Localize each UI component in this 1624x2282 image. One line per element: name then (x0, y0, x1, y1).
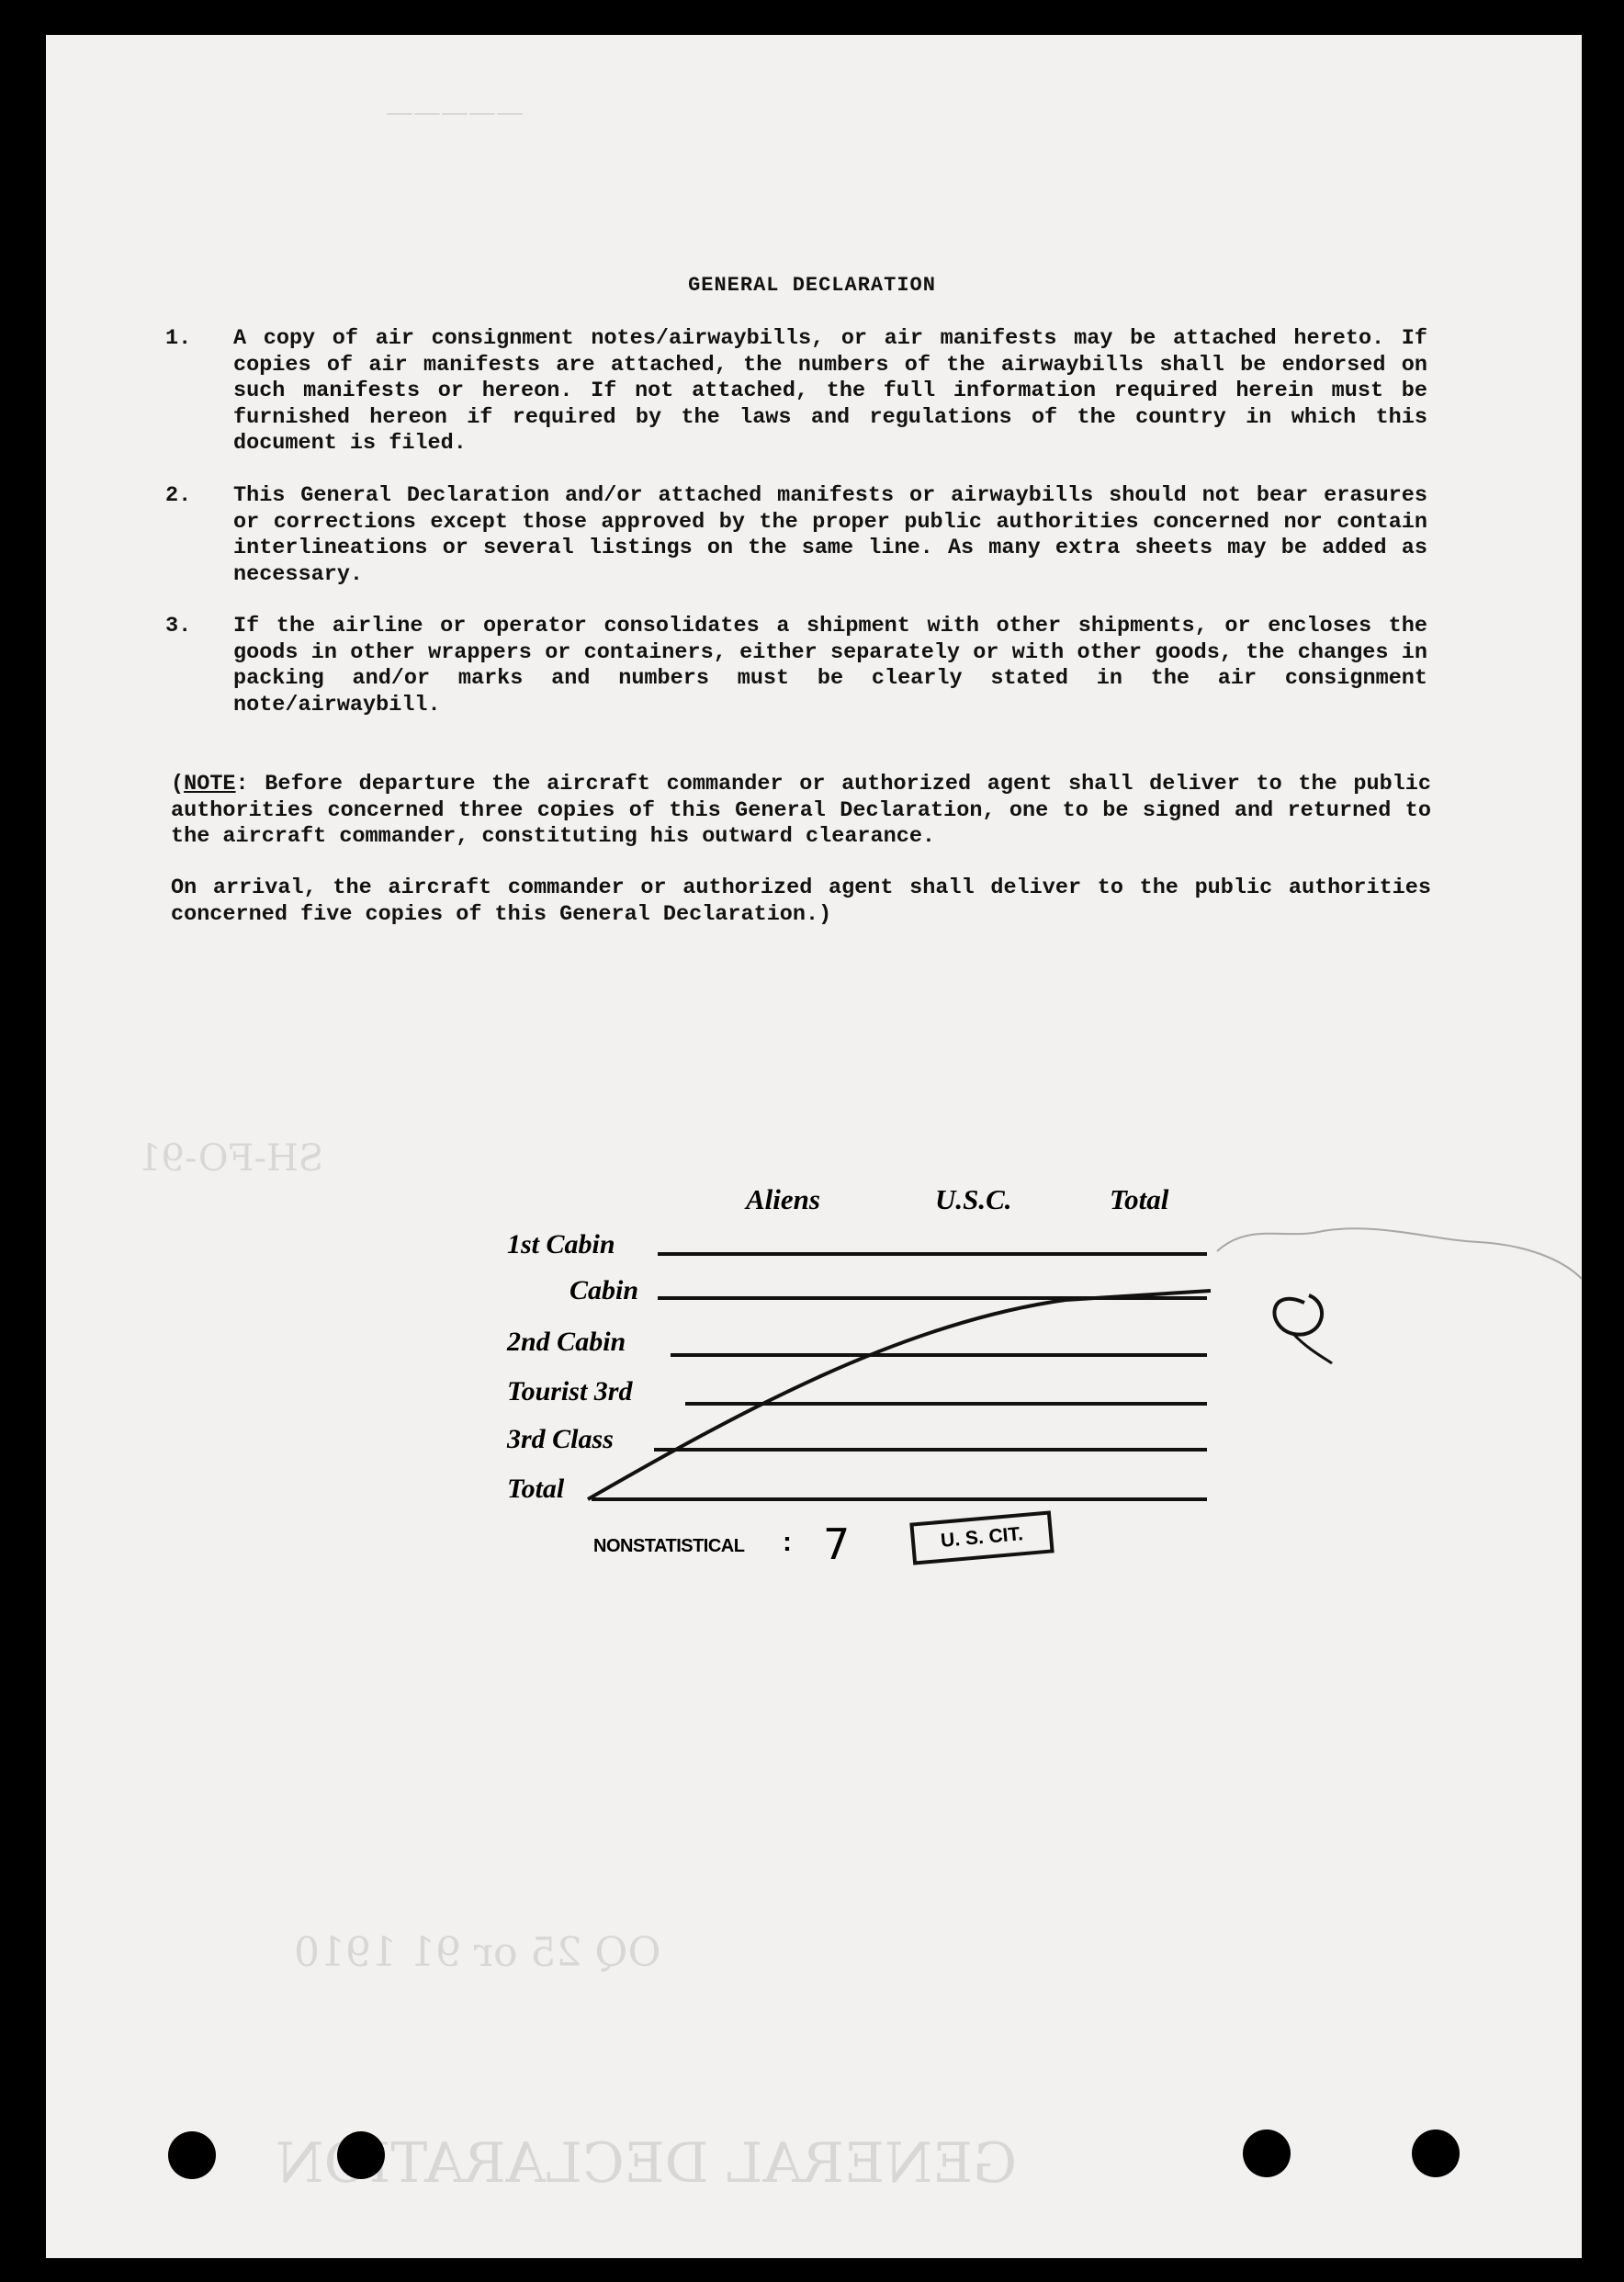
row-label: Cabin (570, 1275, 639, 1305)
item-text: This General Declaration and/or attached manifests or airwaybills should not bear erasures or corrections except those approved by the proper public authorities concerned nor contain interlineations or several listings on the same line. As many extra sheets may be added as necessary. (233, 483, 1427, 587)
punch-hole (1412, 2129, 1460, 2177)
page-title: GENERAL DECLARATION (688, 274, 936, 297)
note-open-paren: ( (171, 772, 185, 796)
note-label: NOTE (184, 772, 236, 796)
citizen-stamp: U. S. CIT. (909, 1510, 1054, 1565)
handwritten-count: 7 (823, 1519, 851, 1569)
handwritten-scribble (1293, 1334, 1332, 1363)
item-number: 2. (165, 483, 192, 508)
strike-through-line (588, 1291, 1211, 1499)
row-label: 1st Cabin (507, 1229, 615, 1260)
column-header-usc: U.S.C. (935, 1183, 1012, 1215)
punch-hole (337, 2131, 385, 2179)
item-number: 3. (165, 614, 192, 638)
arrival-paragraph: On arrival, the aircraft commander or authorized agent shall deliver to the public authorities concerned five copies of this General Declaration.) (171, 876, 1431, 927)
punch-hole (168, 2131, 216, 2179)
punch-hole (1243, 2129, 1291, 2177)
item-text: If the airline or operator consolidates a shipment with other shipments, or encloses the goods in other wrappers or containers, either separately or with other goods, the changes in packing and/or marks and numbers must be clearly stated in the air consignment note/airwaybill. (233, 614, 1427, 717)
item-text: A copy of air consignment notes/airwaybills, or air manifests may be attached hereto. If copies of air manifests are attached, the numbers of the airwaybills shall be endorsed on such manifests or hereon. If not attached, the full information required herein must be furnished hereon if required by the laws and regulations of the country in which this document is filed. (233, 326, 1427, 456)
nonstatistical-text: NONSTATISTICAL (593, 1536, 745, 1556)
handwritten-scribble (1274, 1295, 1322, 1335)
column-header-total: Total (1110, 1183, 1169, 1215)
note-colon: : (235, 772, 249, 796)
nonstatistical-colon: : (783, 1527, 792, 1557)
item-number: 1. (165, 326, 192, 351)
handwritten-scribble (1217, 1228, 1582, 1279)
row-label: 2nd Cabin (507, 1327, 626, 1357)
row-label: Tourist 3rd (507, 1376, 633, 1406)
row-label: Total (507, 1474, 565, 1504)
note-text: Before departure the aircraft commander or authorized agent shall deliver to the public authorities concerned three copies of this General Declaration, one to be signed and returned to the aircraft commander, constituting his outward clearance. (171, 772, 1431, 849)
column-header-aliens: Aliens (746, 1183, 820, 1215)
row-label: 3rd Class (507, 1424, 614, 1454)
